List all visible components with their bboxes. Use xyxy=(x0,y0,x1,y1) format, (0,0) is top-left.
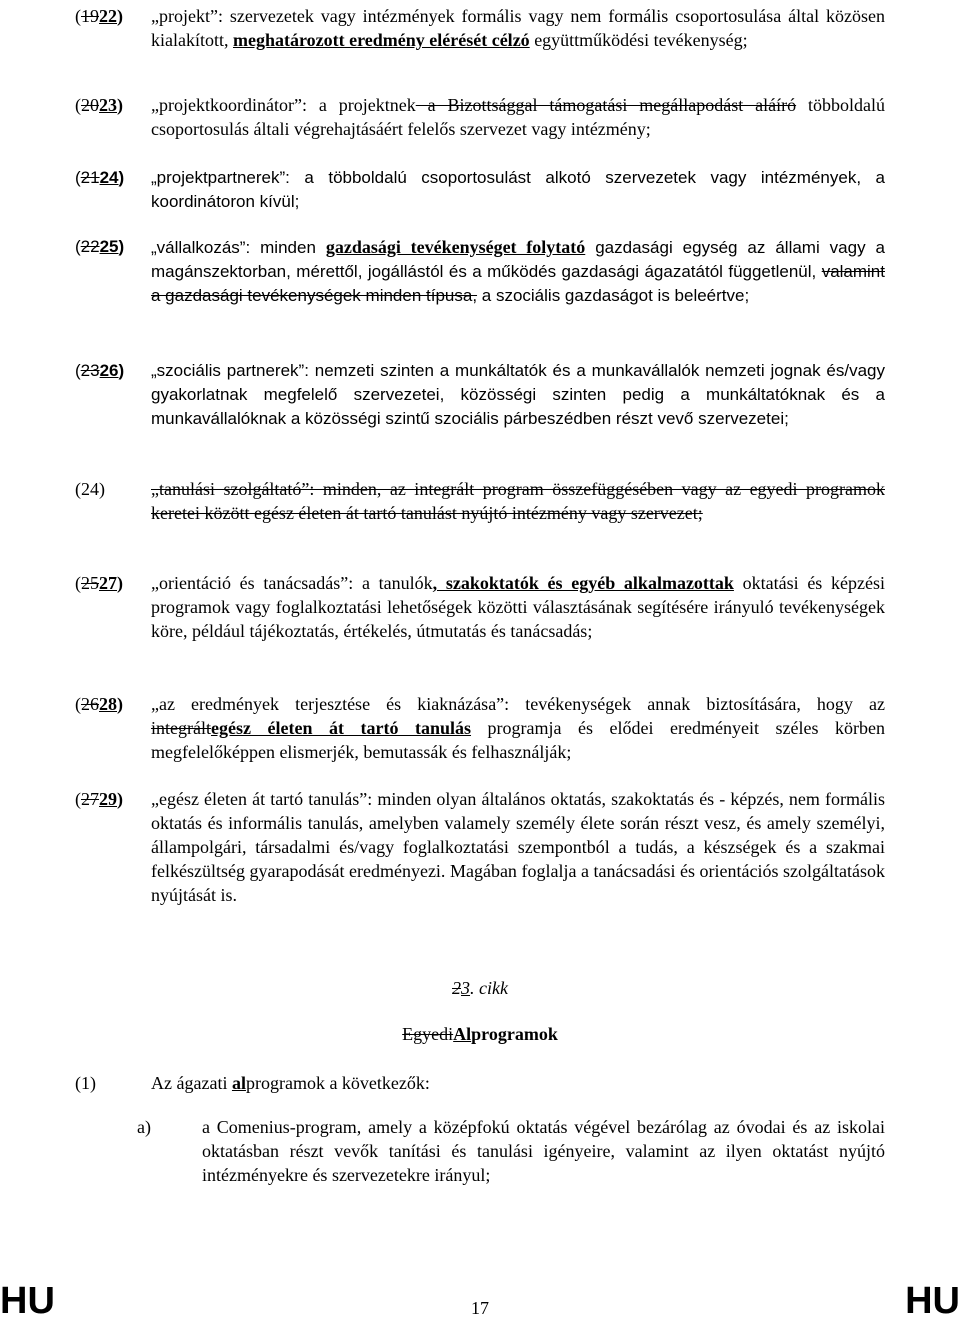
item-label: a) xyxy=(137,1117,151,1137)
definition-number: (2225) xyxy=(75,237,125,256)
definition-number: (2527) xyxy=(75,573,123,593)
definition-number: (1922) xyxy=(75,6,123,26)
definition-25 xyxy=(75,235,885,308)
definition-26 xyxy=(75,359,885,431)
paragraph-number: (1) xyxy=(75,1073,96,1093)
definition-number: (2628) xyxy=(75,694,123,714)
definition-text: „egész életen át tartó tanulás”: minden olyan általános oktatás, szakoktatás és - képzés, nem formális oktatás és informális tanulás, amelyben valamely személy élete során részt vesz, és amely személyi, állampolgári, társadalmi és/vagy foglalkoztatási szempontból a tudás, a készségek és a szakmai felkészültség gyarapodását eredményezi. Magában foglalja a tanácsadási és orientációs szolgáltatások nyújtását is. xyxy=(151,789,885,905)
definition-24-deleted xyxy=(75,477,885,525)
definition-29 xyxy=(75,787,885,907)
definition-number: (24) xyxy=(75,479,105,499)
definition-number: (2124) xyxy=(75,168,125,187)
definition-23 xyxy=(75,93,885,141)
definition-text: „orientáció és tanácsadás”: a tanulók, szakoktatók és egyéb alkalmazottak oktatási és képzési programok vagy foglalkoztatási lehetőségek közötti választásának segítésére irányuló tevékenységek köre, például tájékoztatás, értékelés, útmutatás és tanácsadás; xyxy=(151,573,885,641)
article-title: EgyediAlprogramok xyxy=(402,1024,558,1044)
definition-24 xyxy=(75,166,885,214)
definition-text: „projekt”: szervezetek vagy intézmények formális vagy nem formális csoportosulása által közösen kialakított, meghatározott eredmény elérését célzó együttműködési tevékenység; xyxy=(151,6,885,50)
language-code-left: HU xyxy=(0,1280,55,1322)
definition-number: (2326) xyxy=(75,361,125,380)
definition-text: „projektpartnerek”: a többoldalú csoportosulást alkotó szervezetek vagy intézmények, a koordinátoron kívül; xyxy=(151,168,885,211)
definition-text: „szociális partnerek”: nemzeti szinten a munkáltatók és a munkavállalók nemzeti jognak és/vagy gyakorlatnak megfelelő szervezetei, közösségi szinten pedig a munkáltatóknak és a munkavállalóknak a közösségi szintű szociális párbeszédben részt vevő szervezetei; xyxy=(151,361,885,428)
page-number: 17 xyxy=(471,1298,489,1318)
definition-text: „az eredmények terjesztése és kiaknázása”: tevékenységek annak biztosítására, hogy az integráltegész életen át tartó tanulás programja és elődei eredményeit széles körben megfelelőképpen elismerjék, bemutassák és felhasználják; xyxy=(151,694,885,762)
definition-27 xyxy=(75,571,885,643)
definition-text: „vállalkozás”: minden gazdasági tevékenységet folytató gazdasági egység az állami vagy a magánszektorban, mérettől, jogállástól és a működés gazdasági ágazatától függetlenül, valamint a gazdasági tevékenységek minden típusa, a szociális gazdaságot is beleértve; xyxy=(151,237,885,305)
article-number: 23. cikk xyxy=(452,978,508,998)
definition-number: (2023) xyxy=(75,95,123,115)
definition-text: „tanulási szolgáltató”: minden, az integrált program összefüggésében vagy az egyedi programok keretei között egész életen át tartó tanulást nyújtó intézmény vagy szervezet; xyxy=(151,479,885,523)
paragraph-text: Az ágazati alprogramok a következők: xyxy=(151,1073,430,1093)
definition-28 xyxy=(75,692,885,764)
language-code-right: HU xyxy=(905,1280,960,1322)
definition-number: (2729) xyxy=(75,789,123,809)
definition-22 xyxy=(75,4,885,52)
item-text: a Comenius-program, amely a középfokú oktatás végével bezárólag az óvodai és az iskolai oktatásban részt vevők tanítási és tanulási igényeire, valamint az ilyen oktatást nyújtó intézményekre és szervezetekre irányul; xyxy=(202,1117,885,1185)
definition-text: „projektkoordinátor”: a projektnek a Bizottsággal támogatási megállapodást aláíró többoldalú csoportosulás általi végrehajtásáért felelős szervezet vagy intézmény; xyxy=(151,95,885,139)
